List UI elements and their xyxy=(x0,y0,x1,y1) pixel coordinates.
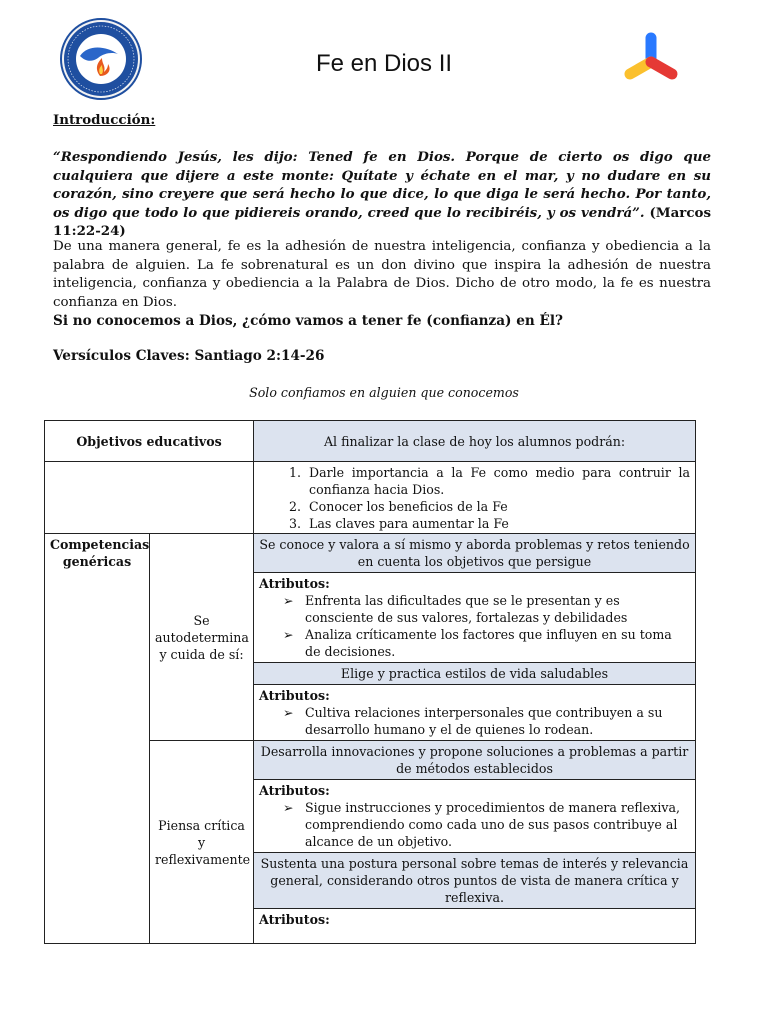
objective-item: 2. Conocer los beneficios de la Fe xyxy=(305,498,690,515)
table-header-right: Al finalizar la clase de hoy los alumnos podrán: xyxy=(254,421,696,462)
objective-item: 1. Darle importancia a la Fe como medio para contruir la confianza hacia Dios. xyxy=(305,464,690,498)
intro-paragraph: De una manera general, fe es la adhesión de nuestra inteligencia, confianza y obediencia a la palabra de alguien. La fe sobrenatural es un don divino que inspira la adhesión de nuestra inteligencia, confianza y obediencia a la Palabra de Dios. Dicho de otro modo, la fe es nuestra confianza en Dios. xyxy=(53,239,711,310)
competence-row: Desarrolla innovaciones y propone soluciones a problemas a partir de métodos establecidos xyxy=(254,741,696,780)
group-label-autodetermina: Se autodetermina y cuida de sí: xyxy=(150,534,254,741)
attributes-list xyxy=(259,704,690,738)
attributes-cell xyxy=(254,780,696,853)
competence-row: Se conoce y valora a sí mismo y aborda problemas y retos teniendo en cuenta los objetivos que persigue xyxy=(254,534,696,573)
group-label-piensa: Piensa crítica y reflexivamente xyxy=(150,741,254,944)
objectives-table xyxy=(44,420,696,944)
attributes-list xyxy=(259,799,690,850)
competence-row: Sustenta una postura personal sobre temas de interés y relevancia general, considerando otros puntos de vista de manera crítica y reflexiva. xyxy=(254,853,696,909)
attribute-item: ➢ Analiza críticamente los factores que influyen en su toma de decisiones. xyxy=(305,626,690,660)
attributes-cell xyxy=(254,573,696,663)
competence-row: Elige y practica estilos de vida saludables xyxy=(254,663,696,685)
quote-text: “Respondiendo Jesús, les dijo: Tened fe en Dios. Porque de cierto os digo que cualquiera que dijere a este monte: Quítate y échate en el mar, y no dudare en su corazón, sino creyere que será hecho lo que dice, lo que diga le será hecho. Por tanto, os digo que todo lo que pidiereis orando, creed que lo recibiréis, y os vendrá”. xyxy=(53,149,711,221)
attribute-item: ➢ Sigue instrucciones y procedimientos de manera reflexiva, comprendiendo como cada uno de sus pasos contribuye al alcance de un objetivo. xyxy=(305,799,690,850)
objectives-cell xyxy=(254,462,696,534)
objective-item: 3. Las claves para aumentar la Fe xyxy=(305,515,690,532)
attributes-list xyxy=(259,592,690,660)
table-header-left: Objetivos educativos xyxy=(45,421,254,462)
attributes-label: Atributos: xyxy=(259,912,330,927)
attributes-label: Atributos: xyxy=(259,783,330,798)
key-verses: Versículos Claves: Santiago 2:14-26 xyxy=(53,348,325,364)
introduction-heading: Introducción: xyxy=(53,112,156,128)
attributes-cell xyxy=(254,685,696,741)
key-question: Si no conocemos a Dios, ¿cómo vamos a tener fe (confianza) en Él? xyxy=(53,313,563,329)
objectives-list xyxy=(259,464,690,532)
attribute-item: ➢ Cultiva relaciones interpersonales que contribuyen a su desarrollo humano y el de quienes lo rodean. xyxy=(305,704,690,738)
page-title: Fe en Dios II xyxy=(315,50,453,77)
app-logo-icon xyxy=(616,26,686,90)
attributes-cell xyxy=(254,909,696,944)
attributes-label: Atributos: xyxy=(259,688,330,703)
attribute-item: ➢ Enfrenta las dificultades que se le presentan y es consciente de sus valores, fortalezas y debilidades xyxy=(305,592,690,626)
quote-reference: (Marcos 11:22-24) xyxy=(53,204,711,239)
competencias-label: Competencias genéricas xyxy=(45,534,150,944)
attributes-label: Atributos: xyxy=(259,576,330,591)
empty-cell xyxy=(45,462,254,534)
caption: Solo confiamos en alguien que conocemos xyxy=(249,385,519,400)
scripture-quote xyxy=(53,148,711,241)
